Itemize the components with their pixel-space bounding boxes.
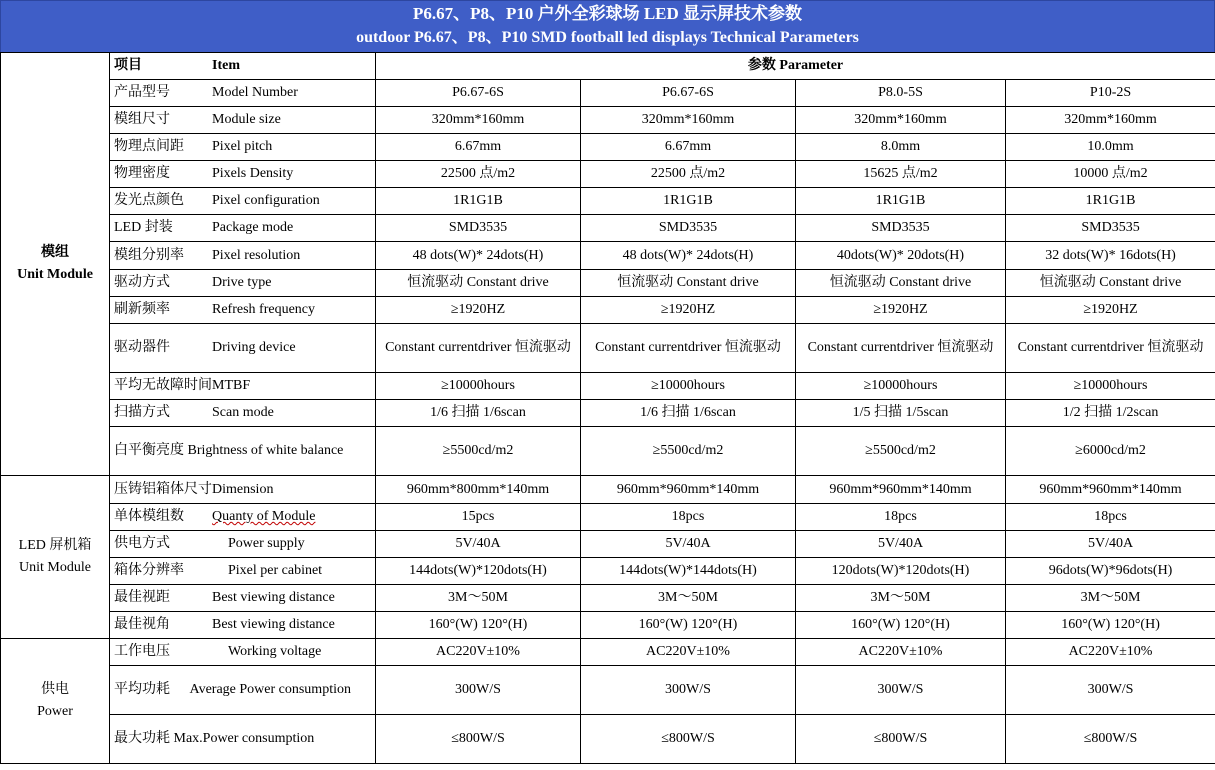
row-label bbox=[110, 558, 376, 585]
value-cell: ≥10000hours bbox=[1006, 373, 1215, 400]
table-row bbox=[1, 161, 1215, 188]
value-cell: P8.0-5S bbox=[796, 80, 1006, 107]
value-cell: 恒流驱动 Constant drive bbox=[796, 270, 1006, 297]
value-cell: ≥5500cd/m2 bbox=[796, 427, 1006, 476]
value-cell: AC220V±10% bbox=[796, 639, 1006, 666]
row-label-cn: 物理密度 bbox=[114, 166, 170, 181]
row-label-en: Pixels Density bbox=[212, 166, 294, 181]
row-label bbox=[110, 612, 376, 639]
row-label-en: Pixel resolution bbox=[212, 247, 301, 263]
table-row bbox=[1, 666, 1215, 715]
value-cell: 1R1G1B bbox=[376, 188, 581, 215]
header-parameter: 参数 Parameter bbox=[376, 53, 1215, 80]
table-row bbox=[1, 270, 1215, 297]
table-row bbox=[1, 215, 1215, 242]
row-label-en: Dimension bbox=[212, 481, 274, 497]
value-cell: ≥1920HZ bbox=[1006, 297, 1215, 324]
row-label-cn: 模组分别率 bbox=[114, 247, 184, 263]
value-cell: 1R1G1B bbox=[1006, 188, 1215, 215]
value-cell: 恒流驱动 Constant drive bbox=[581, 270, 796, 297]
value-cell: 8.0mm bbox=[796, 134, 1006, 161]
value-cell: 300W/S bbox=[796, 666, 1006, 715]
value-cell: 3M～50M bbox=[1006, 585, 1215, 612]
row-label-cn: 平均无故障时间 bbox=[114, 378, 212, 393]
table-row bbox=[1, 188, 1215, 215]
row-label bbox=[110, 400, 376, 427]
value-cell: 320mm*160mm bbox=[796, 107, 1006, 134]
value-cell: ≥5500cd/m2 bbox=[376, 427, 581, 476]
row-label-cn: 平均功耗 bbox=[114, 682, 170, 697]
category-cabinet bbox=[1, 476, 110, 639]
row-label-cn: 驱动器件 bbox=[114, 340, 170, 355]
row-label bbox=[110, 531, 376, 558]
value-cell: Constant currentdriver 恒流驱动 bbox=[376, 324, 581, 373]
value-cell: 300W/S bbox=[1006, 666, 1215, 715]
value-cell: 5V/40A bbox=[1006, 531, 1215, 558]
row-label-en: Driving device bbox=[212, 340, 296, 355]
spec-table-body bbox=[1, 53, 1215, 764]
category-power bbox=[1, 639, 110, 764]
value-cell: 5V/40A bbox=[796, 531, 1006, 558]
row-label bbox=[110, 134, 376, 161]
row-label-en: Best viewing distance bbox=[212, 617, 335, 632]
row-label-en: Pixel pitch bbox=[212, 139, 273, 154]
category-en: Unit Module bbox=[19, 560, 91, 575]
value-cell: ≥1920HZ bbox=[796, 297, 1006, 324]
row-label bbox=[110, 297, 376, 324]
row-label-en: Model Number bbox=[212, 85, 298, 100]
row-label-en: Working voltage bbox=[228, 644, 322, 659]
value-cell: 15625 点/m2 bbox=[796, 161, 1006, 188]
row-label-en: Average Power consumption bbox=[189, 682, 351, 697]
value-cell: ≤800W/S bbox=[796, 715, 1006, 764]
value-cell: 18pcs bbox=[581, 504, 796, 531]
value-cell: 3M～50M bbox=[581, 585, 796, 612]
value-cell: 144dots(W)*144dots(H) bbox=[581, 558, 796, 585]
value-cell: 恒流驱动 Constant drive bbox=[1006, 270, 1215, 297]
table-row bbox=[1, 242, 1215, 270]
value-cell: ≥10000hours bbox=[376, 373, 581, 400]
value-cell: SMD3535 bbox=[581, 215, 796, 242]
row-label-en: Max.Power consumption bbox=[173, 731, 315, 746]
row-label bbox=[110, 324, 376, 373]
value-cell: 18pcs bbox=[1006, 504, 1215, 531]
row-label bbox=[110, 80, 376, 107]
row-label bbox=[110, 161, 376, 188]
value-cell: SMD3535 bbox=[376, 215, 581, 242]
value-cell: 320mm*160mm bbox=[1006, 107, 1215, 134]
row-label-en: Pixel configuration bbox=[212, 193, 320, 208]
row-label-en: Brightness of white balance bbox=[187, 443, 344, 458]
row-label-cn: 最佳视角 bbox=[114, 617, 170, 632]
value-cell: 1/5 扫描 1/5scan bbox=[796, 400, 1006, 427]
value-cell: ≥6000cd/m2 bbox=[1006, 427, 1215, 476]
table-row bbox=[1, 504, 1215, 531]
value-cell: ≤800W/S bbox=[376, 715, 581, 764]
row-label bbox=[110, 107, 376, 134]
row-label-en: Best viewing distance bbox=[212, 590, 335, 605]
value-cell: ≥1920HZ bbox=[581, 297, 796, 324]
value-cell: Constant currentdriver 恒流驱动 bbox=[796, 324, 1006, 373]
value-cell: ≥10000hours bbox=[796, 373, 1006, 400]
row-label-cn: 箱体分辨率 bbox=[114, 563, 184, 578]
value-cell: 960mm*960mm*140mm bbox=[796, 476, 1006, 504]
category-cn: 模组 bbox=[41, 245, 69, 260]
row-label bbox=[110, 270, 376, 297]
row-label-cn: 驱动方式 bbox=[114, 275, 170, 290]
table-row bbox=[1, 585, 1215, 612]
value-cell: 160°(W) 120°(H) bbox=[796, 612, 1006, 639]
title-banner bbox=[0, 0, 1215, 53]
row-label-en: Power supply bbox=[228, 536, 305, 551]
category-cn: LED 屏机箱 bbox=[18, 538, 92, 553]
value-cell: 48 dots(W)* 24dots(H) bbox=[581, 242, 796, 270]
row-label-cn: 单体模组数 bbox=[114, 509, 184, 524]
row-label bbox=[110, 188, 376, 215]
row-label-cn: 物理点间距 bbox=[114, 139, 184, 154]
value-cell: P10-2S bbox=[1006, 80, 1215, 107]
header-item-cn: 项目 bbox=[114, 58, 142, 73]
table-row bbox=[1, 107, 1215, 134]
table-row bbox=[1, 297, 1215, 324]
category-en: Unit Module bbox=[17, 267, 93, 282]
row-label-en: Scan mode bbox=[212, 405, 274, 420]
header-item-en: Item bbox=[212, 58, 240, 73]
value-cell: 120dots(W)*120dots(H) bbox=[796, 558, 1006, 585]
value-cell: 1/6 扫描 1/6scan bbox=[581, 400, 796, 427]
row-label bbox=[110, 639, 376, 666]
row-label-cn: 发光点颜色 bbox=[114, 193, 184, 208]
title-chinese: P6.67、P8、P10 户外全彩球场 LED 显示屏技术参数 bbox=[412, 4, 803, 23]
value-cell: 6.67mm bbox=[376, 134, 581, 161]
row-label-en: Module size bbox=[212, 112, 281, 127]
row-label-en: Drive type bbox=[212, 275, 272, 290]
row-label bbox=[110, 504, 376, 531]
value-cell: 160°(W) 120°(H) bbox=[376, 612, 581, 639]
row-label bbox=[110, 215, 376, 242]
row-label bbox=[110, 715, 376, 764]
row-label-cn: 供电方式 bbox=[114, 536, 170, 551]
table-row bbox=[1, 134, 1215, 161]
table-row bbox=[1, 400, 1215, 427]
value-cell: 1/2 扫描 1/2scan bbox=[1006, 400, 1215, 427]
value-cell: 3M～50M bbox=[376, 585, 581, 612]
value-cell: 960mm*960mm*140mm bbox=[1006, 476, 1215, 504]
row-label-cn: 模组尺寸 bbox=[114, 112, 170, 127]
value-cell: 160°(W) 120°(H) bbox=[1006, 612, 1215, 639]
value-cell: Constant currentdriver 恒流驱动 bbox=[581, 324, 796, 373]
row-label-cn: 最大功耗 bbox=[114, 731, 170, 746]
table-row bbox=[1, 324, 1215, 373]
row-label-cn: 刷新频率 bbox=[114, 302, 170, 317]
category-en: Power bbox=[37, 704, 73, 719]
title-english: outdoor P6.67、P8、P10 SMD football led displays Technical Parameters bbox=[356, 29, 859, 46]
row-label bbox=[110, 427, 376, 476]
value-cell: 18pcs bbox=[796, 504, 1006, 531]
category-unit-module bbox=[1, 53, 110, 476]
value-cell: 96dots(W)*96dots(H) bbox=[1006, 558, 1215, 585]
header-item-cell bbox=[110, 53, 376, 80]
value-cell: 960mm*800mm*140mm bbox=[376, 476, 581, 504]
row-label-cn: 工作电压 bbox=[114, 644, 170, 659]
value-cell: ≤800W/S bbox=[1006, 715, 1215, 764]
value-cell: 3M～50M bbox=[796, 585, 1006, 612]
value-cell: SMD3535 bbox=[796, 215, 1006, 242]
value-cell: 144dots(W)*120dots(H) bbox=[376, 558, 581, 585]
table-row bbox=[1, 427, 1215, 476]
row-label-en: Refresh frequency bbox=[212, 302, 316, 317]
row-label-en: Quanty of Module bbox=[212, 509, 316, 524]
table-row bbox=[1, 715, 1215, 764]
value-cell: ≥1920HZ bbox=[376, 297, 581, 324]
value-cell: 160°(W) 120°(H) bbox=[581, 612, 796, 639]
value-cell: 6.67mm bbox=[581, 134, 796, 161]
value-cell: AC220V±10% bbox=[1006, 639, 1215, 666]
value-cell: 22500 点/m2 bbox=[376, 161, 581, 188]
row-label-cn: LED 封装 bbox=[114, 220, 173, 235]
row-label bbox=[110, 373, 376, 400]
value-cell: ≥5500cd/m2 bbox=[581, 427, 796, 476]
table-row bbox=[1, 612, 1215, 639]
value-cell: SMD3535 bbox=[1006, 215, 1215, 242]
table-row bbox=[1, 373, 1215, 400]
value-cell: 1R1G1B bbox=[581, 188, 796, 215]
row-label bbox=[110, 242, 376, 270]
value-cell: 1R1G1B bbox=[796, 188, 1006, 215]
table-row bbox=[1, 476, 1215, 504]
spec-table bbox=[0, 52, 1215, 764]
value-cell: 15pcs bbox=[376, 504, 581, 531]
value-cell: 5V/40A bbox=[581, 531, 796, 558]
value-cell: P6.67-6S bbox=[581, 80, 796, 107]
value-cell: Constant currentdriver 恒流驱动 bbox=[1006, 324, 1215, 373]
value-cell: 48 dots(W)* 24dots(H) bbox=[376, 242, 581, 270]
value-cell: ≥10000hours bbox=[581, 373, 796, 400]
table-row bbox=[1, 558, 1215, 585]
row-label bbox=[110, 476, 376, 504]
row-label-cn: 扫描方式 bbox=[114, 405, 170, 420]
table-row bbox=[1, 80, 1215, 107]
row-label-cn: 产品型号 bbox=[114, 85, 170, 100]
row-label-cn: 最佳视距 bbox=[114, 590, 170, 605]
header-row bbox=[1, 53, 1215, 80]
row-label bbox=[110, 585, 376, 612]
value-cell: 10000 点/m2 bbox=[1006, 161, 1215, 188]
value-cell: 40dots(W)* 20dots(H) bbox=[796, 242, 1006, 270]
value-cell: ≤800W/S bbox=[581, 715, 796, 764]
value-cell: 320mm*160mm bbox=[581, 107, 796, 134]
table-row bbox=[1, 531, 1215, 558]
row-label-en: Package mode bbox=[212, 220, 294, 235]
value-cell: AC220V±10% bbox=[376, 639, 581, 666]
value-cell: 300W/S bbox=[581, 666, 796, 715]
row-label bbox=[110, 666, 376, 715]
value-cell: 1/6 扫描 1/6scan bbox=[376, 400, 581, 427]
row-label-en: MTBF bbox=[212, 378, 251, 393]
row-label-cn: 压铸铝箱体尺寸 bbox=[114, 481, 212, 497]
value-cell: 22500 点/m2 bbox=[581, 161, 796, 188]
value-cell: 300W/S bbox=[376, 666, 581, 715]
value-cell: 960mm*960mm*140mm bbox=[581, 476, 796, 504]
row-label-cn: 白平衡亮度 bbox=[114, 443, 184, 458]
value-cell: 10.0mm bbox=[1006, 134, 1215, 161]
value-cell: AC220V±10% bbox=[581, 639, 796, 666]
value-cell: 恒流驱动 Constant drive bbox=[376, 270, 581, 297]
value-cell: P6.67-6S bbox=[376, 80, 581, 107]
value-cell: 320mm*160mm bbox=[376, 107, 581, 134]
category-cn: 供电 bbox=[41, 682, 69, 697]
value-cell: 5V/40A bbox=[376, 531, 581, 558]
table-row bbox=[1, 639, 1215, 666]
row-label-en: Pixel per cabinet bbox=[228, 563, 323, 578]
value-cell: 32 dots(W)* 16dots(H) bbox=[1006, 242, 1215, 270]
